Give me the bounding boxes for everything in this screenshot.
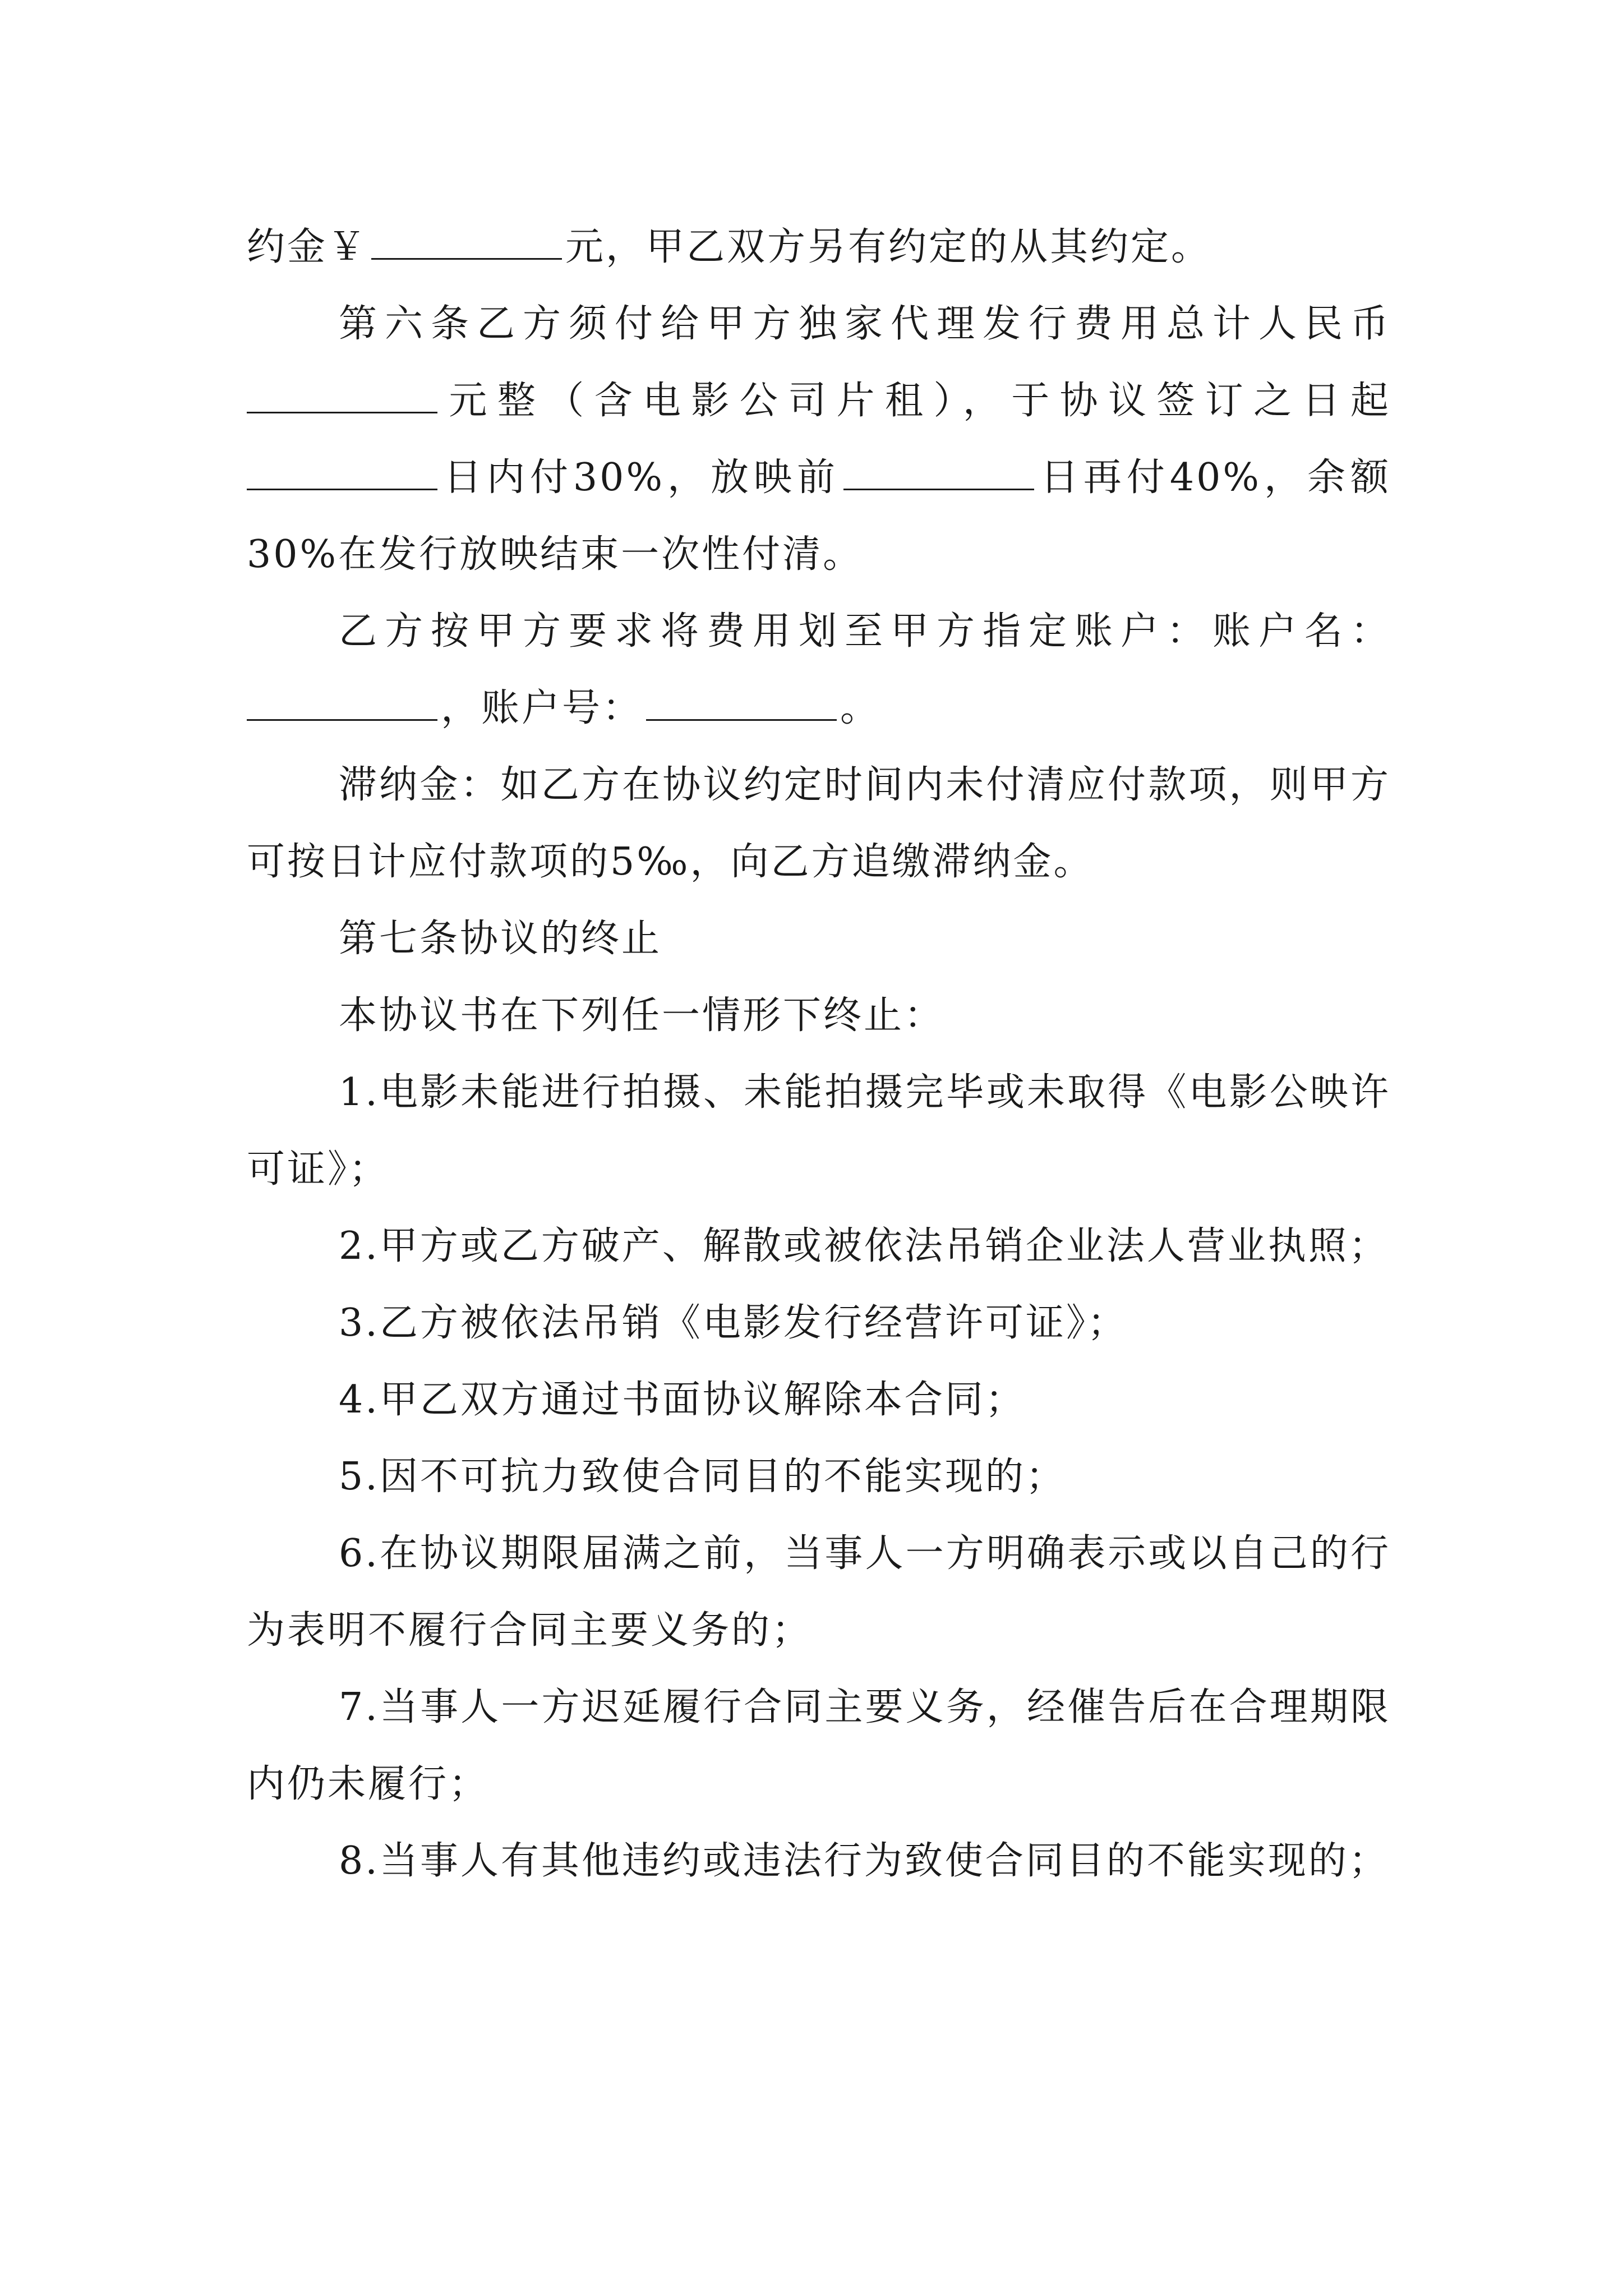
account-number-blank bbox=[646, 687, 837, 721]
account-paragraph bbox=[247, 593, 1391, 747]
total-fee-blank bbox=[247, 379, 437, 413]
article-6-part3: 日内付30%，放映前 bbox=[441, 455, 840, 500]
penalty-suffix: 元，甲乙双方另有约定的从其约定。 bbox=[565, 225, 1212, 269]
late-fee-paragraph: 滞纳金：如乙方在协议约定时间内未付清应付款项，则甲方可按日计应付款项的5‰，向乙方追缴滞纳金。 bbox=[247, 763, 1391, 884]
account-part1: 乙方按甲方要求将费用划至甲方指定账户：账户名： bbox=[339, 609, 1391, 654]
termination-item-3: 3.乙方被依法吊销《电影发行经营许可证》； bbox=[339, 1301, 1128, 1345]
penalty-prefix: 约金￥ bbox=[247, 225, 368, 269]
article-6-paragraph bbox=[247, 286, 1391, 593]
termination-item-6: 6.在协议期限届满之前，当事人一方明确表示或以自己的行为表明不履行合同主要义务的； bbox=[247, 1531, 1391, 1653]
document-body bbox=[247, 209, 1391, 1899]
article-7-title: 第七条协议的终止 bbox=[339, 917, 662, 961]
article-6-part4: 日再付40%，余额30%在发行放映结束一次性付清。 bbox=[247, 455, 1391, 577]
termination-item-4: 4.甲乙双方通过书面协议解除本合同； bbox=[339, 1378, 1026, 1422]
penalty-amount-blank bbox=[371, 226, 562, 260]
termination-item-8: 8.当事人有其他违约或违法行为致使合同目的不能实现的； bbox=[339, 1839, 1389, 1883]
account-part2: ，账户号： bbox=[441, 686, 643, 730]
second-payment-days-blank bbox=[843, 456, 1034, 490]
first-payment-days-blank bbox=[247, 456, 437, 490]
article-7-intro: 本协议书在下列任一情形下终止： bbox=[339, 993, 945, 1038]
penalty-tail-paragraph bbox=[247, 209, 1391, 286]
account-part3: 。 bbox=[840, 686, 881, 730]
article-6-part2: 元整（含电影公司片租），于协议签订之日起 bbox=[441, 379, 1391, 423]
termination-item-7: 7.当事人一方迟延履行合同主要义务，经催告后在合理期限内仍未履行； bbox=[247, 1685, 1391, 1806]
termination-item-5: 5.因不可抗力致使合同目的不能实现的； bbox=[339, 1455, 1066, 1499]
article-6-part1: 第六条乙方须付给甲方独家代理发行费用总计人民币 bbox=[339, 302, 1391, 346]
termination-item-1: 1.电影未能进行拍摄、未能拍摄完毕或未取得《电影公映许可证》； bbox=[247, 1070, 1391, 1191]
termination-item-2: 2.甲方或乙方破产、解散或被依法吊销企业法人营业执照； bbox=[339, 1224, 1389, 1268]
account-name-blank bbox=[247, 687, 437, 721]
